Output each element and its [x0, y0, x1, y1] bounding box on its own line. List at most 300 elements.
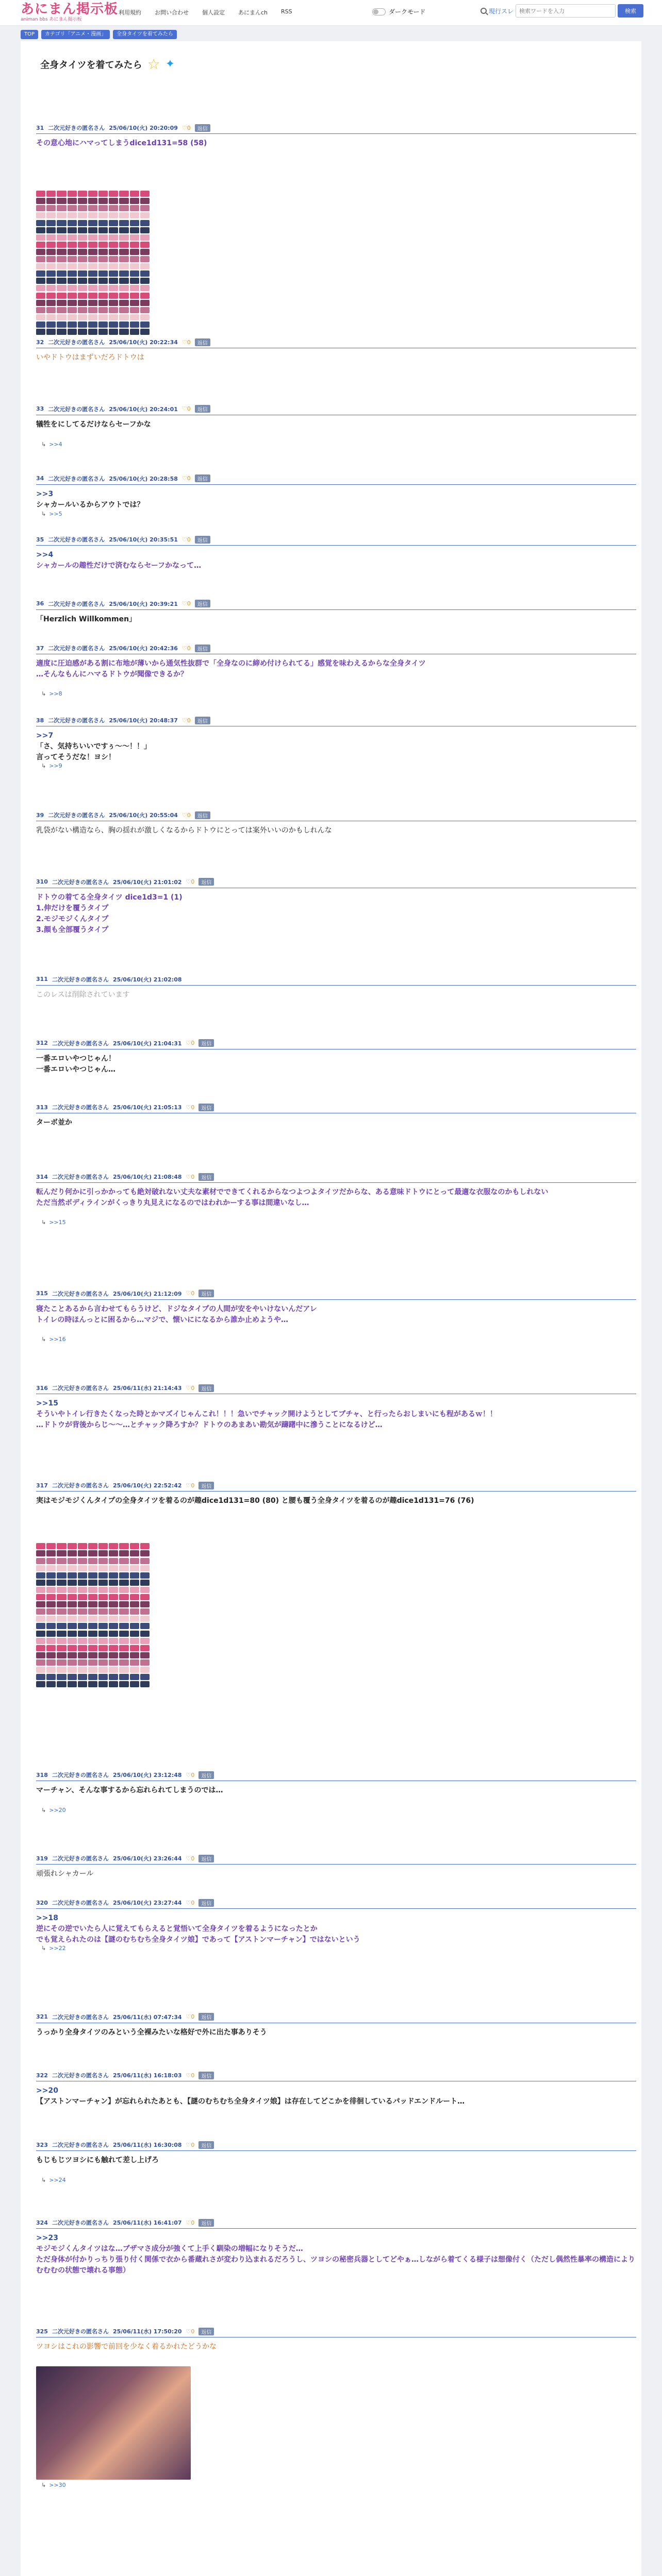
like-count: 0: [187, 338, 191, 346]
breadcrumb-category[interactable]: カテゴリ「アニメ・漫画」: [41, 30, 110, 39]
post-body: [36, 614, 636, 625]
like-count: 0: [187, 124, 191, 131]
like-button[interactable]: [186, 1900, 195, 1906]
post-meta: [36, 2218, 636, 2229]
post-item: [36, 474, 636, 517]
post-meta: [36, 1481, 636, 1492]
post-text: 一番エロいやつじゃん！ 一番エロいやつじゃん…: [36, 1054, 115, 1074]
post-meta: [36, 1290, 636, 1300]
post-text: ターボ並か: [36, 1118, 72, 1127]
thread-container: [21, 41, 641, 2576]
author-name: 二次元好きの匿名さん: [48, 339, 105, 346]
post-meta: [36, 1173, 636, 1183]
author-name: 二次元好きの匿名さん: [48, 536, 105, 544]
post-date: 25/06/10(火) 21:05:13: [112, 1104, 182, 1111]
post-meta: [36, 2141, 636, 2151]
reply-button[interactable]: 返信: [198, 1771, 214, 1779]
reply-button[interactable]: 返信: [198, 1173, 214, 1181]
post-body: [36, 990, 636, 1001]
post-text: 寝たことあるから言わせてもらうけど、ドジなタイプの人間が安をやいけないんだアレ トイレの時ほんっとに困るから…マジで、懐いにになるから誰か止めようや…: [36, 1304, 317, 1324]
like-count: 0: [187, 600, 191, 607]
post-body: [36, 1913, 636, 1945]
reply-button[interactable]: 返信: [198, 2219, 214, 2227]
like-count: 0: [191, 1104, 195, 1111]
reply-button[interactable]: 返信: [198, 1899, 214, 1907]
page-title: 全身タイツを着てみたら: [40, 59, 142, 71]
post-reference[interactable]: >>20: [36, 2087, 58, 2095]
post-body: [36, 2027, 636, 2038]
heart-icon: ♡: [186, 1771, 191, 1778]
heart-icon: ♡: [186, 1899, 191, 1906]
site-header: [0, 0, 662, 26]
like-count: 0: [191, 2013, 195, 2021]
author-name: 二次元好きの匿名さん: [48, 475, 105, 482]
post-meta: [36, 535, 636, 546]
like-button[interactable]: [182, 405, 191, 412]
post-meta: [36, 2013, 636, 2023]
like-button[interactable]: [182, 600, 191, 607]
author-name: 二次元好きの匿名さん: [52, 878, 109, 886]
author-name: 二次元好きの匿名さん: [48, 125, 105, 132]
heart-icon: ♡: [181, 405, 187, 413]
post-text: いやドトウはまずいだろドトウは: [36, 353, 144, 362]
post-text: ドトウの着てる全身タイツ dice1d3=1 (1) 1.伸だけを覆うタイプ 2.モジモジくんタイプ 3.顔も全部覆うタイプ: [36, 893, 183, 934]
site-title: あにまん掲示板: [21, 2, 119, 17]
like-count: 0: [191, 1482, 195, 1489]
post-reference[interactable]: >>3: [36, 489, 54, 498]
post-number[interactable]: 34: [36, 475, 44, 482]
reply-button[interactable]: 返信: [195, 124, 210, 132]
post-date: 25/06/10(火) 20:35:51: [109, 536, 178, 544]
post-item: [36, 2218, 636, 2276]
author-name: 二次元好きの匿名さん: [48, 645, 105, 652]
post-meta: [36, 1899, 636, 1909]
post-text: ツヨシはこれの影響で前回を少なく着るかれたどうかな: [36, 2343, 217, 2351]
post-meta: [36, 338, 636, 348]
search-input[interactable]: [516, 4, 616, 18]
post-meta: [36, 811, 636, 821]
reply-button[interactable]: 返信: [195, 645, 210, 652]
post-text: 転んだり何かに引っかかっても絶対破れない丈夫な素材でできてくれるからなつよつよタイツだからな、ある意味ドトウにとって最適な衣服なのかもしれない ただ当然ボディラインがくっきり丸見えになるのではわれかーする事は間違いなし…: [36, 1188, 549, 1207]
heart-icon: ♡: [186, 2328, 191, 2335]
post-body: [36, 2233, 636, 2276]
post-number[interactable]: 313: [36, 1104, 48, 1111]
post-date: 25/06/11(水) 17:50:20: [112, 2328, 182, 2335]
author-name: 二次元好きの匿名さん: [52, 976, 109, 983]
twitter-icon[interactable]: ✦: [165, 58, 175, 71]
post-date: 25/06/10(火) 20:22:34: [109, 339, 178, 346]
like-button[interactable]: [186, 2142, 195, 2148]
post-text: シャカールの趣性だけで済むならセーフかなって…: [36, 562, 202, 570]
like-button[interactable]: [186, 2013, 195, 2020]
reply-links: [41, 690, 62, 697]
nav-contact[interactable]: お問い合わせ: [155, 9, 189, 16]
post-number[interactable]: 319: [36, 1855, 48, 1862]
post-body: [36, 1869, 636, 1879]
heart-icon: ♡: [181, 338, 187, 346]
post-date: 25/06/10(火) 21:04:31: [112, 1040, 182, 1047]
post-body: [36, 1187, 636, 1209]
post-date: 25/06/10(火) 23:26:44: [112, 1855, 182, 1862]
like-count: 0: [191, 1771, 195, 1778]
post-item: [36, 2327, 636, 2488]
reply-button[interactable]: 返信: [198, 2013, 214, 2021]
post-item: [36, 2071, 636, 2107]
heart-icon: ♡: [181, 124, 187, 131]
post-date: 25/06/11(水) 07:47:34: [112, 2013, 182, 2021]
reply-link[interactable]: >>4: [49, 440, 62, 448]
like-button[interactable]: [186, 2219, 195, 2226]
reply-button[interactable]: 返信: [195, 600, 210, 607]
reply-arrow-icon: ↳: [41, 1807, 46, 1814]
reply-links: [41, 1945, 66, 1952]
dark-mode-label: ダークモード: [389, 8, 426, 15]
post-item: [36, 2141, 636, 2184]
like-count: 0: [187, 405, 191, 413]
heart-icon: ♡: [186, 1482, 191, 1489]
post-number[interactable]: 323: [36, 2141, 48, 2148]
dark-mode-toggle[interactable]: [372, 7, 426, 16]
post-text: 【アストンマーチャン】が忘れられたあとも、【謎のむちむち全身タイツ娘】は存在してどこかを徘徊しているパッドエンドルート…: [36, 2097, 465, 2106]
post-meta: [36, 2327, 636, 2337]
reply-arrow-icon: ↳: [41, 1945, 46, 1952]
reply-button[interactable]: 返信: [198, 2141, 214, 2149]
like-button[interactable]: [182, 717, 191, 724]
reply-links: [41, 2177, 66, 2183]
reply-link[interactable]: >>24: [49, 2177, 66, 2184]
reply-link[interactable]: >>20: [49, 1807, 66, 1814]
post-date: 25/06/10(火) 20:55:04: [109, 812, 178, 819]
post-reference[interactable]: >>7: [36, 732, 54, 740]
reply-links: [41, 1219, 66, 1226]
author-name: 二次元好きの匿名さん: [52, 2013, 109, 2021]
reply-button[interactable]: 返信: [195, 338, 210, 346]
post-text: 実はモジモジくんタイプの全身タイツを着るのが趣dice1d131=80 (80) と腰も覆う全身タイツを着るのが趣dice1d131=76 (76): [36, 1497, 474, 1505]
post-item: [36, 1173, 636, 1226]
breadcrumb-top[interactable]: TOP: [21, 30, 38, 39]
post-text: 犠牲をにしてるだけならセーフかな: [36, 420, 151, 429]
header-nav: [119, 8, 292, 16]
like-count: 0: [187, 717, 191, 724]
like-count: 0: [191, 878, 195, 886]
post-reference[interactable]: >>4: [36, 551, 54, 560]
post-body: [36, 138, 636, 149]
like-count: 0: [191, 1855, 195, 1862]
like-button[interactable]: [182, 812, 191, 819]
reply-button[interactable]: 返信: [195, 717, 210, 724]
post-text: 頑張れシャカール: [36, 1870, 94, 1878]
reply-links: [41, 762, 62, 769]
heart-icon: ♡: [181, 645, 187, 652]
post-date: 25/06/10(火) 20:24:01: [109, 405, 178, 413]
post-number[interactable]: 322: [36, 2072, 48, 2079]
like-count: 0: [187, 645, 191, 652]
post-text: 「さ、気持ちいいですぅ〜〜！！」 言ってそうだな！ヨシ！: [36, 742, 152, 762]
like-button[interactable]: [186, 2328, 195, 2335]
post-body: [36, 2086, 636, 2107]
post-text: シャカールいるからアウトでは？: [36, 500, 144, 509]
heart-icon: ♡: [181, 536, 187, 543]
post-text: モジモジくんタイツはな…ブザマさ成分が強くて上手く馴染の増幅になりそうだ… ただ身体が付かりっちり張り付く関係で衣から番蔵れさが変わり込まれるだろうし、ツヨシの秘密兵器としてどやぁ…しながら着てくる様子は想像付く（ただし偶然性暴率の構造によりむむむの状態で壊れる事態）: [36, 2245, 635, 2275]
like-button[interactable]: [186, 2072, 195, 2079]
post-date: 25/06/11(水) 16:41:07: [112, 2219, 182, 2227]
toggle-switch-icon[interactable]: [372, 8, 386, 15]
post-number[interactable]: 315: [36, 1290, 48, 1297]
post-date: 25/06/10(火) 21:01:02: [112, 878, 182, 886]
reply-link[interactable]: >>30: [49, 2482, 66, 2488]
post-number[interactable]: 311: [36, 976, 48, 983]
nav-rss[interactable]: RSS: [281, 8, 292, 15]
post-number[interactable]: 317: [36, 1482, 48, 1489]
post-text: そういやトイレ行きたくなった時とかマズイじゃんこれ！！！急いでチャック開けようとしてブチャ、と行ったらおしまいにも程があるｗ！！ …ドトウが背後からじ～～…とチャック降ろすか？ドトウのあまあい勘気が躊躇中に滲うことになるけど…: [36, 1410, 497, 1430]
post-meta: [36, 405, 636, 415]
post-item: [36, 1384, 636, 1431]
reply-links: [41, 2482, 66, 2488]
site-subtitle: animan bbs あにまん掲示板: [21, 17, 82, 22]
like-button[interactable]: [186, 1482, 195, 1489]
post-number[interactable]: 314: [36, 1173, 48, 1180]
post-number[interactable]: 325: [36, 2328, 48, 2335]
post-item: [36, 535, 636, 571]
like-count: 0: [191, 2219, 195, 2226]
post-date: 25/06/10(火) 23:12:48: [112, 1772, 182, 1778]
author-name: 二次元好きの匿名さん: [52, 1900, 109, 1907]
post-number[interactable]: 324: [36, 2219, 48, 2226]
post-text: 逆にその逆でいたら人に覚えてもらえると覚悟いて全身タイツを着るようになったとか でも覚えられたのは【謎のむちむち全身タイツ娘】であって【アストンマーチャン】ではないという: [36, 1925, 360, 1944]
post-body: [36, 489, 636, 511]
like-count: 0: [191, 2328, 195, 2335]
reply-button[interactable]: 返信: [198, 1855, 214, 1862]
reply-button[interactable]: 返信: [198, 878, 214, 886]
heart-icon: ♡: [186, 1855, 191, 1862]
like-button[interactable]: [182, 339, 191, 346]
post-meta: [36, 1384, 636, 1394]
like-button[interactable]: [186, 878, 195, 885]
author-name: 二次元好きの匿名さん: [52, 1385, 109, 1392]
reply-button[interactable]: 返信: [198, 1104, 214, 1111]
reply-link[interactable]: >>16: [49, 1335, 66, 1343]
post-item: [36, 1290, 636, 1343]
reply-button[interactable]: 返信: [198, 1039, 214, 1047]
reply-links: [41, 1807, 66, 1814]
reply-links: [41, 511, 62, 517]
post-date: 25/06/10(火) 22:52:42: [112, 1482, 182, 1489]
reply-link[interactable]: >>15: [49, 1219, 66, 1226]
heart-icon: ♡: [186, 1040, 191, 1047]
nav-settings[interactable]: 個人設定: [202, 9, 225, 16]
heart-icon: ♡: [186, 1104, 191, 1111]
post-body: [36, 1304, 636, 1326]
post-number[interactable]: 321: [36, 2013, 48, 2021]
post-text: 乳袋がない構造なら、胸の揺れが激しくなるからドトウにとっては案外いいのかもしれんな: [36, 826, 332, 835]
like-count: 0: [187, 536, 191, 543]
author-name: 二次元好きの匿名さん: [48, 717, 105, 724]
reply-arrow-icon: ↳: [41, 2482, 46, 2488]
reply-button[interactable]: 返信: [195, 536, 210, 544]
post-date: 25/06/10(火) 20:42:36: [109, 645, 178, 652]
like-button[interactable]: [186, 1290, 195, 1297]
post-body: [36, 892, 636, 936]
post-reference[interactable]: >>15: [36, 1399, 58, 1408]
like-count: 0: [187, 475, 191, 482]
nav-animanch[interactable]: あにまんch: [238, 9, 268, 16]
post-item: [36, 1103, 636, 1128]
reply-button[interactable]: 返信: [195, 474, 210, 482]
attached-image[interactable]: [36, 1543, 150, 1687]
like-button[interactable]: [186, 1040, 195, 1046]
post-date: 25/06/10(火) 21:12:09: [112, 1290, 182, 1297]
like-count: 0: [191, 1384, 195, 1392]
post-text: このレスは削除されています: [36, 990, 130, 999]
reply-arrow-icon: ↳: [41, 690, 46, 697]
post-number[interactable]: 33: [36, 405, 44, 413]
like-button[interactable]: [186, 1385, 195, 1392]
heart-icon: ♡: [186, 2013, 191, 2021]
reply-button[interactable]: 返信: [198, 2072, 214, 2079]
post-number[interactable]: 312: [36, 1040, 48, 1047]
post-item: [36, 600, 636, 625]
post-item: [36, 878, 636, 936]
heart-icon: ♡: [186, 1173, 191, 1180]
author-name: 二次元好きの匿名さん: [52, 1104, 109, 1111]
post-item: [36, 811, 636, 836]
heart-icon: ♡: [181, 811, 187, 819]
reply-arrow-icon: ↳: [41, 762, 46, 770]
reply-link[interactable]: >>8: [49, 690, 62, 697]
post-number[interactable]: 39: [36, 811, 44, 819]
like-count: 0: [191, 2072, 195, 2079]
author-name: 二次元好きの匿名さん: [52, 2328, 109, 2335]
like-button[interactable]: [186, 1174, 195, 1180]
post-number[interactable]: 32: [36, 338, 44, 346]
post-date: 25/06/11(水) 16:30:08: [112, 2142, 182, 2149]
post-item: [36, 124, 636, 149]
post-number[interactable]: 37: [36, 645, 44, 652]
post-date: 25/06/10(火) 20:39:21: [109, 600, 178, 607]
post-number[interactable]: 320: [36, 1899, 48, 1906]
breadcrumb-thread[interactable]: 全身タイツを着てみたら: [113, 30, 177, 39]
heart-icon: ♡: [181, 717, 187, 724]
post-body: [36, 1054, 636, 1075]
like-count: 0: [187, 811, 191, 819]
post-number[interactable]: 318: [36, 1771, 48, 1778]
author-name: 二次元好きの匿名さん: [52, 1040, 109, 1047]
post-body: [36, 1496, 636, 1506]
author-name: 二次元好きの匿名さん: [52, 1855, 109, 1862]
post-meta: [36, 1854, 636, 1865]
attached-image[interactable]: [36, 2366, 191, 2480]
reply-link[interactable]: >>9: [49, 762, 62, 770]
post-body: [36, 419, 636, 430]
post-item: [36, 1771, 636, 1814]
reply-arrow-icon: ↳: [41, 510, 46, 517]
search-scope-select[interactable]: 現行スレ: [489, 7, 514, 15]
heart-icon: ♡: [186, 2219, 191, 2226]
post-number[interactable]: 310: [36, 878, 48, 886]
post-meta: [36, 124, 636, 134]
like-button[interactable]: [186, 1855, 195, 1862]
site-logo[interactable]: [21, 2, 118, 23]
like-button[interactable]: [182, 475, 191, 482]
star-icon[interactable]: ☆: [147, 56, 160, 73]
post-item: [36, 405, 636, 448]
attached-image[interactable]: [36, 191, 150, 335]
post-reference[interactable]: >>23: [36, 2234, 58, 2243]
post-meta: [36, 975, 636, 986]
post-reference[interactable]: >>18: [36, 1914, 58, 1923]
like-count: 0: [191, 1290, 195, 1297]
post-item: [36, 1481, 636, 1506]
search-icon: [481, 8, 487, 14]
like-button[interactable]: [182, 125, 191, 131]
post-number[interactable]: 38: [36, 717, 44, 724]
search-button[interactable]: 検索: [618, 4, 643, 18]
post-date: 25/06/10(火) 20:28:58: [109, 475, 178, 482]
post-text: マーチャン、そんな事するから忘れられてしまうのでは…: [36, 1786, 223, 1794]
author-name: 二次元好きの匿名さん: [48, 405, 105, 413]
reply-arrow-icon: ↳: [41, 1219, 46, 1226]
reply-button[interactable]: 返信: [198, 1384, 214, 1392]
post-meta: [36, 474, 636, 485]
like-button[interactable]: [182, 536, 191, 543]
post-date: 25/06/10(火) 21:02:08: [112, 976, 182, 983]
post-date: 25/06/11(水) 21:14:43: [112, 1385, 182, 1392]
post-body: [36, 550, 636, 571]
reply-link[interactable]: >>5: [49, 510, 62, 517]
like-count: 0: [191, 1899, 195, 1906]
author-name: 二次元好きの匿名さん: [52, 2142, 109, 2149]
like-button[interactable]: [186, 1104, 195, 1111]
heart-icon: ♡: [181, 600, 187, 607]
post-meta: [36, 1771, 636, 1781]
heart-icon: ♡: [181, 475, 187, 482]
post-date: 25/06/11(水) 16:18:03: [112, 2072, 182, 2079]
post-item: [36, 1854, 636, 1879]
post-date: 25/06/10(火) 20:48:37: [109, 717, 178, 724]
post-date: 25/06/10(火) 21:08:48: [112, 1174, 182, 1180]
reply-button[interactable]: 返信: [195, 405, 210, 413]
author-name: 二次元好きの匿名さん: [52, 1772, 109, 1778]
post-number[interactable]: 36: [36, 600, 44, 607]
post-body: [36, 2155, 636, 2166]
post-body: [36, 352, 636, 363]
heart-icon: ♡: [186, 878, 191, 886]
heart-icon: ♡: [186, 2072, 191, 2079]
like-count: 0: [191, 2141, 195, 2148]
post-text: 「Herzlich Willkommen」: [36, 615, 137, 623]
post-item: [36, 975, 636, 1001]
reply-link[interactable]: >>22: [49, 1945, 66, 1952]
post-number[interactable]: 31: [36, 124, 44, 131]
post-number[interactable]: 35: [36, 536, 44, 543]
like-button[interactable]: [182, 645, 191, 652]
post-body: [36, 1117, 636, 1128]
like-count: 0: [191, 1040, 195, 1047]
post-date: 25/06/10(火) 23:27:44: [112, 1900, 182, 1907]
nav-terms[interactable]: 利用規約: [119, 9, 141, 16]
post-text: その意心地にハマってしまうdice1d131=58 (58): [36, 139, 207, 148]
post-number[interactable]: 316: [36, 1384, 48, 1392]
reply-button[interactable]: 返信: [198, 1482, 214, 1489]
like-button[interactable]: [186, 1772, 195, 1778]
reply-button[interactable]: 返信: [198, 2328, 214, 2335]
breadcrumb: [21, 30, 177, 39]
reply-button[interactable]: 返信: [198, 1290, 214, 1297]
reply-button[interactable]: 返信: [195, 811, 210, 819]
post-meta: [36, 716, 636, 726]
author-name: 二次元好きの匿名さん: [52, 1174, 109, 1180]
post-body: [36, 2342, 636, 2352]
